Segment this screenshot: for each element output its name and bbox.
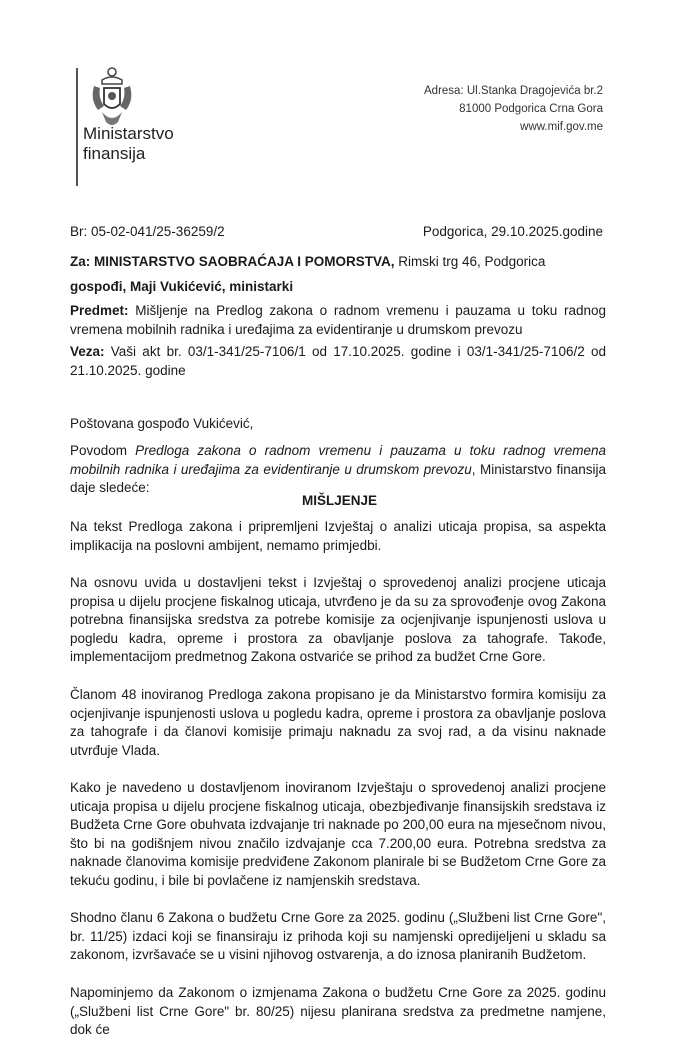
address-block bbox=[424, 82, 603, 136]
salutation: Poštovana gospođo Vukićević, bbox=[70, 416, 254, 431]
ministry-name-line1: Ministarstvo bbox=[83, 124, 174, 143]
subject-text: Mišljenje na Predlog zakona o radnom vremenu i pauzama u toku radnog vremena mobilnih radnika i uređajima za evidentiranje u drumskom prevozu bbox=[70, 303, 606, 337]
letter-date: Podgorica, 29.10.2025.godine bbox=[422, 224, 603, 239]
intro-paragraph bbox=[70, 442, 606, 498]
address-city: 81000 Podgorica Crna Gora bbox=[459, 103, 603, 115]
address-street: Adresa: Ul.Stanka Dragojevića br.2 bbox=[424, 85, 603, 97]
ministry-name bbox=[83, 124, 174, 164]
opinion-title: MIŠLJENJE bbox=[301, 493, 378, 508]
link-label: Veza: bbox=[70, 344, 105, 359]
paragraph: Kako je navedeno u dostavljenom inoviranom Izvještaju o sprovedenoj analizi procjene uticaja propisa u dijelu procjene fiskalnog uticaja, obezbjeđivanje finansijskih sredstava iz Budžeta Crne Gore obuhvata izdvajanje tri naknade po 200,00 eura na mjesečnom nivou, što bi na godišnjem nivou značilo izdvajanje cca 7.200,00 eura. Potrebna sredstva za naknade članovima komisije predviđene Zakonom planirale bi se Budžetom Crne Gore za tekuću godinu, i bile bi povlačene iz namjenskih sredstava. bbox=[70, 780, 606, 888]
recipient-address: Rimski trg 46, Podgorica bbox=[394, 254, 546, 269]
recipient-org: MINISTARSTVO SAOBRAĆAJA I POMORSTVA, bbox=[94, 254, 395, 269]
intro-after: , Ministarstvo finansija daje sledeće: bbox=[70, 461, 606, 495]
recipient-person bbox=[70, 278, 606, 297]
reference-number: Br: 05-02-041/25-36259/2 bbox=[70, 224, 225, 239]
paragraph: Članom 48 inoviranog Predloga zakona propisano je da Ministarstvo formira komisiju za ocjenjivanje ispunjenosti uslova u pogledu kadra, opreme i prostora za obavljanje poslova za tahografe i da članovi komisije primaju naknadu za svoj rad, a da visinu naknade utvrđuje Vlada. bbox=[70, 687, 606, 758]
link-text: Vaši akt br. 03/1-341/25-7106/1 od 17.10.2025. godine i 03/1-341/25-7106/2 od 21.10.2025. godine bbox=[70, 344, 606, 378]
ministry-name-line2: finansija bbox=[83, 144, 146, 163]
subject-label: Predmet: bbox=[70, 303, 129, 318]
reference-link bbox=[70, 343, 606, 380]
recipient-person-name: gospođi, Maji Vukićević, ministarki bbox=[70, 279, 294, 294]
coat-of-arms-logo bbox=[88, 66, 136, 130]
recipient-line bbox=[70, 253, 606, 272]
paragraph: Na osnovu uvida u dostavljeni tekst i Izvještaj o sprovedenoj analizi procjene uticaja propisa u dijelu procjene fiskalnog uticaja, utvrđeno je da su za sprovođenje ovog Zakona potrebna finansijska sredstva za potrebe komisije za ocjenjivanje ispunjenosti uslova u pogledu kadra, opreme i prostora za obavljanje poslova za tahografe. Takođe, implementacijom predmetnog Zakona ostvariće se prihod za budžet Crne Gore. bbox=[70, 575, 606, 664]
subject bbox=[70, 302, 606, 339]
paragraph: Shodno članu 6 Zakona o budžetu Crne Gore za 2025. godinu („Službeni list Crne Gore", br. 11/25) izdaci koji se finansiraju iz prihoda koji su namjenski opredijeljeni u skladu sa zakonom, izvršavaće se u visini njihovog ostvarenja, a do iznosa planiranih Budžetom. bbox=[70, 910, 606, 962]
website-link[interactable]: www.mif.gov.me bbox=[520, 121, 603, 133]
paragraph: Napominjemo da Zakonom o izmjenama Zakona o budžetu Crne Gore za 2025. godinu („Službeni list Crne Gore" br. 80/25) nijesu planirana sredstva za predmetne namjene, dok će bbox=[70, 985, 606, 1037]
recipient-label: Za: bbox=[70, 254, 91, 269]
intro-law-title: Predloga zakona o radnom vremenu i pauzama u toku radnog vremena mobilnih radnika i uređajima za evidentiranje u drumskom prevozu bbox=[70, 443, 606, 477]
letterhead-divider bbox=[76, 68, 78, 186]
paragraph: Na tekst Predloga zakona i pripremljeni Izvještaj o analizi uticaja propisa, sa aspekta implikacija na poslovni ambijent, nemamo primjedbi. bbox=[70, 519, 606, 553]
intro-before: Povodom bbox=[70, 443, 136, 458]
